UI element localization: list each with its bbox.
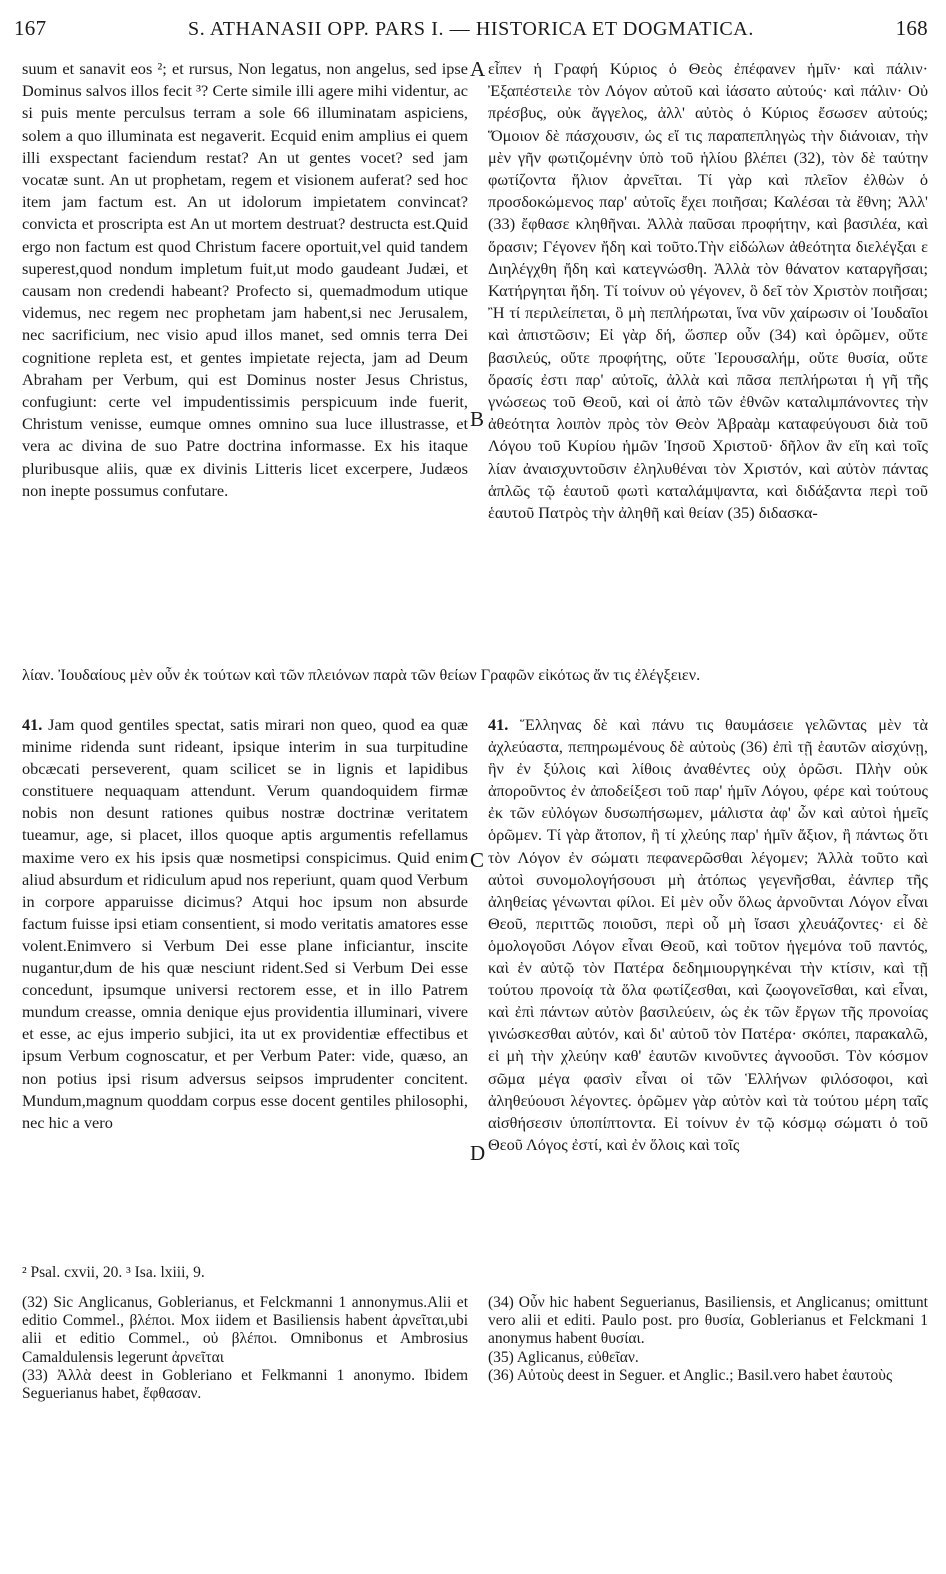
greek-section-text: Ἕλληνας δὲ καὶ πάνυ τις θαυμάσειε γελῶντας μὲν τὰ ἀχλεύαστα, πεπηρωμένους δὲ αὐτοὺς (36) ἐπὶ τῇ ἑαυτῶν αἰσχύνῃ, ἣν ἐν ξύλοις καὶ λίθοις ἀναθέντες οὐχ ὁρῶσι. Πλὴν οὐκ ἀποροῦντος ἐν ἀποδείξεσι τοῦ παρ' ἡμῖν Λόγου, φέρε καὶ τούτους ἐκ τῶν εὐλόγων δυσωπήσωμεν, μάλιστα ἀφ' ὧν καὶ αὐτοὶ ἡμεῖς ὁρῶμεν. Τί γὰρ ἄτοπον, ἢ τί χλεύης παρ' ἡμῖν ἄξιον, ἢ πάντως ὅτι τὸν Λόγον ἐν σώματι πεφανερῶσθαι λέγομεν; Ἀλλὰ τοῦτο καὶ αὐτοὶ συνομολογήσουσι μὴ ἀτόπως γεγενῆσθαι, ἐάνπερ τῆς ἀληθείας γένωνται φίλοι. Εἰ μὲν οὖν ὅλως ἀρνοῦνται Λόγον εἶναι Θεοῦ, περιττῶς ποιοῦσι, περὶ οὗ μὴ ἴσασι χλευάζοντες· εἰ δὲ ὁμολογοῦσι Λόγον εἶναι Θεοῦ, καὶ τοῦτον ἡγεμόνα τοῦ παντός, καὶ ἐν αὐτῷ τὸν Πατέρα δεδημιουργηκέναι τὴν κτίσιν, καὶ τῇ τούτου προνοίᾳ τὰ ὅλα φωτίζεσθαι, καὶ ζωογονεῖσθαι, καὶ εἶναι, καὶ ἐπὶ πάντων αὐτὸν βασιλεύειν, ὡς ἐκ τῶν ἔργων τῆς προνοίας γινώσκεσθαι αὐτόν, καὶ δι' αὐτοῦ τὸν Πατέρα· σκόπει, παρακαλῶ, εἰ μὴ τὴν χλεύην καθ' ἑαυτῶν κινοῦντες ἀγνοοῦσι. Τὸν κόσμον σῶμα μέγα φασὶν εἶναι οἱ τῶν Ἑλλήνων φιλόσοφοι, καὶ ἀληθεύουσι λέγοντες. ὁρῶμεν γὰρ αὐτὸν καὶ τὰ τούτου μέρη ταῖς αἰσθήσεσιν ὑποπίπτοντα. Εἰ τοίνυν ἐν τῷ κόσμῳ σώματι ὁ τοῦ Θεοῦ Λόγος ἐστί, καὶ ἐν ὅλοις καὶ τοῖς	[488, 715, 928, 1154]
footnotes-left	[22, 1294, 468, 1434]
latin-section-text: Jam quod gentiles spectat, satis mirari non queo, quod ea quæ minime ridenda sunt rideant, ipsique interim in sua turpitudine obcæcati perseverent, quam scilicet se in lignis et lapidibus constituere nequaquam attendunt. Verum quandoquidem firmæ nobis non desunt rationes quibus nostræ doctrinæ veritatem tueamur, age, si placet, illos quoque aptis argumentis refellamus maxime vero ex his ipsis quæ nosmetipsi conspicimus. Quid enim aliud absurdum et ridiculum apud nos reperiunt, quam quod Verbum in corpore apparuisse dicimus? Atqui hoc ipsum non absurde factum fuisse ipsi etiam consentient, si modo veritatis amatores esse volent.Enimvero si Verbum Dei esse plane inficiantur, inscite nugantur,dum de his quæ nesciunt rident.Sed si Verbum Dei esse concedunt, ipsumque universi rectorem esse, et in illo Patrem mundum creasse, omnia denique ejus providentia illuminari, vivere et esse, ac ejus imperio subjici, ita ut ex providentiæ effectibus et ipsum Verbum cognoscatur, et per Verbum Pater: vide, quæso, an non potius ipsi risum adversus seipsos imprudenter concitent. Mundum,magnum quoddam corpus esse docent gentiles philosophi, nec hic a vero	[22, 715, 468, 1132]
footnote: (32) Sic Anglicanus, Goblerianus, et Felckmanni 1 annonymus.Alii et editio Commel., βλέποι. Mox iidem et Basiliensis habent ἀρνεῖται,ubi alii et editio Commel., οὐ βλέποι. Omnibonus et Ambrosius Camaldulensis legerunt ἀρνεῖται	[22, 1294, 468, 1366]
margin-letter-a: A	[470, 57, 486, 81]
latin-section-paragraph	[22, 714, 468, 1134]
footnotes-right	[488, 1294, 928, 1434]
footnote: (36) Αὐτοὺς deest in Seguer. et Anglic.; Basil.vero habet ἑαυτοὺς	[488, 1366, 893, 1384]
greek-bridge-line: λίαν. Ἰουδαίους μὲν οὖν ἐκ τούτων καὶ τῶν πλειόνων παρὰ τῶν θείων Γραφῶν εἰκότως ἄν τις ἐλέγξειεν.	[22, 665, 701, 684]
page-header	[14, 16, 928, 46]
footnote: (33) Ἀλλὰ deest in Gobleriano et Felkmanni 1 anonymo. Ibidem Seguerianus habet, ἔφθασαν.	[22, 1366, 468, 1403]
margin-letter-b: B	[470, 407, 485, 431]
greek-column-section-41	[488, 714, 928, 1260]
latin-paragraph: suum et sanavit eos ²; et rursus, Non legatus, non angelus, sed ipse Dominus salvos illos fecit ³? Certe simile illi agere mihi videntur, ac si puis mente perculsus terram a sole 66 illuminatam aspiciens, solem a quo illuminata est negaverit. Ecquid enim amplius ei quem illi exspectant faciendum restat? An ut gentes vocet? sed jam vocatæ sunt. An ut prophetam, regem et visionem auferat? sed hoc item jam factum est. An ut idolorum impietatem convincat? convicta et proscripta est An ut mortem destruat? destructa est.Quid ergo non factum est quod Christum facere oportuit,vel quid tandem superest,quod nondum impletum fuit,ut modo gaudeant Judæi, et causam non credendi habeant? Profecto si, quemadmodum utique videmus, nec regem nec prophetam jam habent,si nec Jerusalem, nec sacrificium, nec visio apud illos manet, sed omnis terra Dei cognitione repleta est, et gentes impietate rejecta, jam ad Deum Abraham per Verbum, qui est Dominus noster Jesus Christus, confugiunt: certe vel impudentissimis perspicuum inde fuerit, Christum venisse, eumque omnes omnino sua luce illustrasse, et vera ac divina de suo Patre doctrina informasse. Ex his itaque pluribusque aliis, quæ ex divinis Litteris licet excerpere, Judæos non inepte possumus confutare.	[22, 59, 468, 500]
greek-paragraph: εἶπεν ἡ Γραφή Κύριος ὁ Θεὸς ἐπέφανεν ἡμῖν· καὶ πάλιν· Ἐξαπέστειλε τὸν Λόγον αὐτοῦ καὶ ἰάσατο αὐτούς· καὶ πάλιν· Οὐ πρέσβυς, οὐκ ἄγγελος, ἀλλ' αὐτὸς ὁ Κύριος ἔσωσεν αὐτούς; Ὅμοιον δὲ πάσχουσιν, ὡς εἴ τις παραπεπληγὼς τὴν διάνοιαν, τὴν μὲν γῆν φωτιζομένην ὑπὸ τοῦ ἡλίου βλέπει (32), τὸν δὲ ταύτην φωτίζοντα ἥλιον ἀρνεῖται. Τί γὰρ καὶ πλεῖον ἐλθὼν ὁ προσδοκώμενος παρ' αὐτοῖς ἔχει ποιῆσαι; Καλέσαι τὰ ἔθνη; Ἀλλ' (33) ἔφθασε κληθῆναι. Ἀλλὰ παῦσαι προφήτην, καὶ βασιλέα, καὶ ὅρασιν; Γέγονεν ἤδη καὶ τοῦτο.Τὴν εἰδώλων ἀθεότητα διελέγξαι ε Διηλέγχθη ἤδη καὶ κατεγνώσθη. Ἀλλὰ τὸν θάνατον καταργῆσαι; Κατήργηται ἤδη. Τί τοίνυν οὐ γέγονεν, ὃ δεῖ τὸν Χριστὸν ποιῆσαι; Ἢ τί περιλείπεται, ὃ μὴ πεπλήρωται, ἵνα νῦν χαίρωσιν οἱ Ἰουδαῖοι καὶ ἀπιστῶσιν; Εἰ γὰρ δή, ὥσπερ οὖν (34) καὶ ὁρῶμεν, οὔτε βασιλεύς, οὔτε προφήτης, οὔτε Ἱερουσαλήμ, οὔτε θυσία, οὔτε ὅρασίς ἐστι παρ' αὐτοῖς, ἀλλὰ καὶ πᾶσα πεπλήρωται ἡ γῆ τῆς γνώσεως τοῦ Θεοῦ, καὶ οἱ ἀπὸ τῶν ἐθνῶν καταλιμπάνοντες τὴν ἀθεότητα λοιπὸν πρὸς τὸν Θεὸν Ἀβραὰμ καταφεύγουσι διὰ τοῦ Λόγου τοῦ Κυρίου ἡμῶν Ἰησοῦ Χριστοῦ· δῆλον ἂν εἴη καὶ τοῖς λίαν ἀναισχυντοῦσιν ἐληλυθέναι τὸν Χριστόν, καὶ αὐτὸν πάντας ἁπλῶς τῷ ἑαυτοῦ φωτὶ καταλάμψαντα, καὶ διδάξαντα περὶ τοῦ ἑαυτοῦ Πατρὸς τὴν ἀληθῆ καὶ θείαν (35) διδασκα-	[488, 59, 928, 523]
margin-letter-d: D	[470, 1141, 486, 1165]
section-number-greek: 41.	[488, 715, 509, 734]
latin-column-top	[22, 58, 468, 670]
greek-section-paragraph	[488, 714, 928, 1156]
footnote: (34) Οὖν hic habent Seguerianus, Basiliensis, et Anglicanus; omittunt vero alii et editi. Paulo post. pro θυσία, Goblerianus et Felckmani 1 anonymus habent θυσίαι.	[488, 1294, 928, 1348]
scripture-references: ² Psal. cxvii, 20. ³ Isa. lxiii, 9.	[22, 1264, 205, 1281]
margin-letter-c: C	[470, 848, 485, 872]
page-number-left: 167	[14, 16, 47, 40]
greek-column-top	[488, 58, 928, 670]
running-title: S. ATHANASII OPP. PARS I. — HISTORICA ET DOGMATICA.	[188, 18, 754, 40]
footnote: (35) Aglicanus, εὐθεῖαν.	[488, 1348, 639, 1366]
page-number-right: 168	[895, 16, 928, 40]
section-number-latin: 41.	[22, 715, 43, 734]
latin-column-section-41	[22, 714, 468, 1260]
